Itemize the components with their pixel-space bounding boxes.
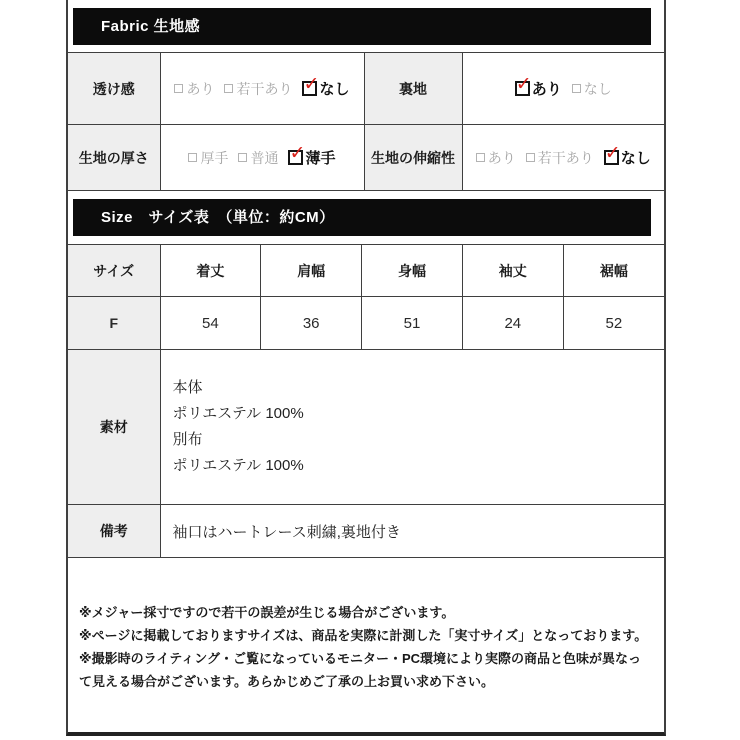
text-line: 本体 xyxy=(172,379,203,396)
checked-option xyxy=(604,147,651,168)
size-table-header-row xyxy=(68,245,664,297)
text-line: ポリエステル 100% xyxy=(172,457,304,474)
checked-option xyxy=(515,78,562,99)
checkbox-checked-icon xyxy=(604,150,619,165)
size-header-bar: Size サイズ表 （単位：約CM） xyxy=(73,199,651,236)
option-label: 若干あり xyxy=(537,150,594,166)
remarks-row xyxy=(68,505,664,558)
size-table xyxy=(68,244,664,558)
text-line: ※撮影時のライティング・ご覧になっているモニター・PC環境により実際の商品と色味が異なって見える場合がございます。あらかじめご了承の上お買い求め下さい。 xyxy=(79,651,642,689)
material-content xyxy=(160,350,664,505)
option-label: 薄手 xyxy=(305,150,336,167)
size-value-cell: 51 xyxy=(362,297,463,350)
unchecked-option xyxy=(224,79,292,99)
fabric-table xyxy=(68,52,664,191)
checked-option xyxy=(302,78,349,99)
checkbox-unchecked-icon xyxy=(174,84,183,93)
row-label: 生地の厚さ xyxy=(68,125,160,191)
row-label: 裏地 xyxy=(364,53,462,125)
text-line: ※メジャー採寸ですので若干の誤差が生じる場合がございます。 xyxy=(79,605,455,620)
size-column-header: 身幅 xyxy=(362,245,463,297)
unchecked-option xyxy=(238,148,278,168)
option-label: なし xyxy=(319,81,350,98)
option-group-transparency xyxy=(160,53,364,125)
unchecked-option xyxy=(188,148,228,168)
option-label: 厚手 xyxy=(200,150,229,166)
checkbox-unchecked-icon xyxy=(572,84,581,93)
text-line: ※ページに掲載しておりますサイズは、商品を実際に計測した「実寸サイズ」となっております。 xyxy=(79,628,648,643)
size-value-cell: 36 xyxy=(261,297,362,350)
checkbox-unchecked-icon xyxy=(224,84,233,93)
option-label: なし xyxy=(583,81,612,97)
material-row xyxy=(68,350,664,505)
size-column-header: サイズ xyxy=(68,245,160,297)
fabric-row-thickness xyxy=(68,125,664,191)
unchecked-option xyxy=(526,148,594,168)
option-label: あり xyxy=(487,150,516,166)
option-label: 普通 xyxy=(250,150,279,166)
size-column-header: 着丈 xyxy=(160,245,261,297)
option-group-stretch xyxy=(462,125,664,191)
row-label: 透け感 xyxy=(68,53,160,125)
size-column-header: 裾幅 xyxy=(563,245,664,297)
size-value-cell: 54 xyxy=(160,297,261,350)
unchecked-option xyxy=(572,79,612,99)
text-line: 別布 xyxy=(172,431,203,448)
spec-document xyxy=(66,0,666,736)
size-column-header: 肩幅 xyxy=(261,245,362,297)
size-header-strip xyxy=(68,191,664,244)
row-label: 備考 xyxy=(68,505,160,558)
option-label: あり xyxy=(531,81,562,98)
checked-option xyxy=(288,147,335,168)
size-row-label: F xyxy=(68,297,160,350)
row-label: 素材 xyxy=(68,350,160,505)
option-group-lining xyxy=(462,53,664,125)
checkbox-unchecked-icon xyxy=(526,153,535,162)
checkbox-checked-icon xyxy=(288,150,303,165)
size-table-data-row xyxy=(68,297,664,350)
size-value-cell: 52 xyxy=(563,297,664,350)
row-label: 生地の伸縮性 xyxy=(364,125,462,191)
checkbox-unchecked-icon xyxy=(238,153,247,162)
fabric-header-strip xyxy=(68,0,664,52)
size-value-cell: 24 xyxy=(462,297,563,350)
checkbox-checked-icon xyxy=(515,81,530,96)
text-line: ポリエステル 100% xyxy=(172,405,304,422)
option-label: あり xyxy=(186,81,215,97)
checkbox-unchecked-icon xyxy=(188,153,197,162)
unchecked-option xyxy=(476,148,516,168)
checkbox-unchecked-icon xyxy=(476,153,485,162)
option-group-thickness xyxy=(160,125,364,191)
unchecked-option xyxy=(174,79,214,99)
size-column-header: 袖丈 xyxy=(462,245,563,297)
checkbox-checked-icon xyxy=(302,81,317,96)
remarks-content: 袖口はハートレース刺繍,裏地付き xyxy=(160,505,664,558)
fabric-header-bar: Fabric 生地感 xyxy=(73,8,651,45)
footnotes xyxy=(68,558,664,732)
option-label: なし xyxy=(620,150,651,167)
option-label: 若干あり xyxy=(236,81,293,97)
fabric-row-transparency xyxy=(68,53,664,125)
